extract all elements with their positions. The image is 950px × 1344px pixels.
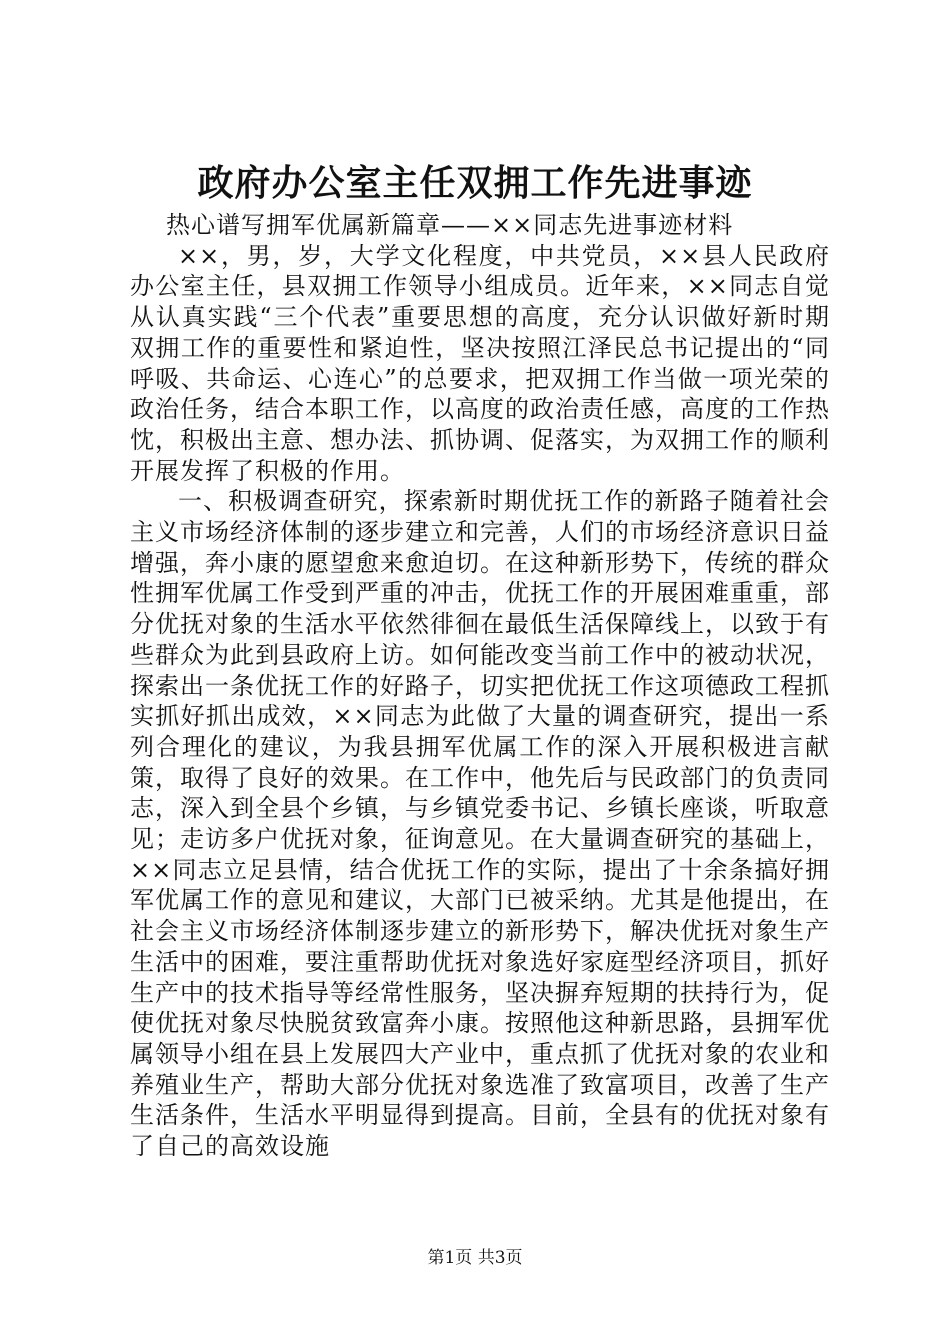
paragraph-section-one: 一、积极调查研究，探索新时期优抚工作的新路子随着社会主义市场经济体制的逐步建立和完善，人们的市场经济意识日益增强，奔小康的愿望愈来愈迫切。在这种新形势下，传统的群众性拥军优属工作受到严重的冲击，优抚工作的开展困难重重，部分优抚对象的生活水平依然徘徊在最低生活保障线上，以致于有些群众为此到县政府上访。如何能改变当前工作中的被动状况，探索出一条优抚工作的好路子，切实把优抚工作这项德政工程抓实抓好抓出成效，××同志为此做了大量的调查研究，提出一系列合理化的建议，为我县拥军优属工作的深入开展积极进言献策，取得了良好的效果。在工作中，他先后与民政部门的负责同志，深入到全县个乡镇，与乡镇党委书记、乡镇长座谈，听取意见；走访多户优抚对象，征询意见。在大量调查研究的基础上，××同志立足县情，结合优抚工作的实际，提出了十余条搞好拥军优属工作的意见和建议，大部门已被采纳。尤其是他提出，在社会主义市场经济体制逐步建立的新形势下，解决优抚对象生产生活中的困难，要注重帮助优抚对象选好家庭型经济项目，抓好生产中的技术指导等经常性服务，坚决摒弃短期的扶持行为，促使优抚对象尽快脱贫致富奔小康。按照他这种新思路，县拥军优属领导小组在县上发展四大产业中，重点抓了优抚对象的农业和养殖业生产，帮助大部分优抚对象选准了致富项目，改善了生产生活条件，生活水平明显得到提高。目前，全县有的优抚对象有了自己的高效设施 — [130, 487, 830, 1161]
document-title: 政府办公室主任双拥工作先进事迹 — [197, 162, 753, 204]
page-footer: 第1页 共3页 — [427, 1248, 523, 1268]
document-subtitle: 热心谱写拥军优属新篇章——××同志先进事迹材料 — [166, 211, 734, 239]
document-body — [130, 210, 830, 1162]
paragraph-intro: ××，男，岁，大学文化程度，中共党员，××县人民政府办公室主任，县双拥工作领导小组成员。近年来，××同志自觉从认真实践“三个代表”重要思想的高度，充分认识做好新时期双拥工作的重要性和紧迫性，坚决按照江泽民总书记提出的“同呼吸、共命运、心连心”的总要求，把双拥工作当做一项光荣的政治任务，结合本职工作，以高度的政治责任感，高度的工作热忱，积极出主意、想办法、抓协调、促落实，为双拥工作的顺利开展发挥了积极的作用。 — [130, 241, 830, 485]
